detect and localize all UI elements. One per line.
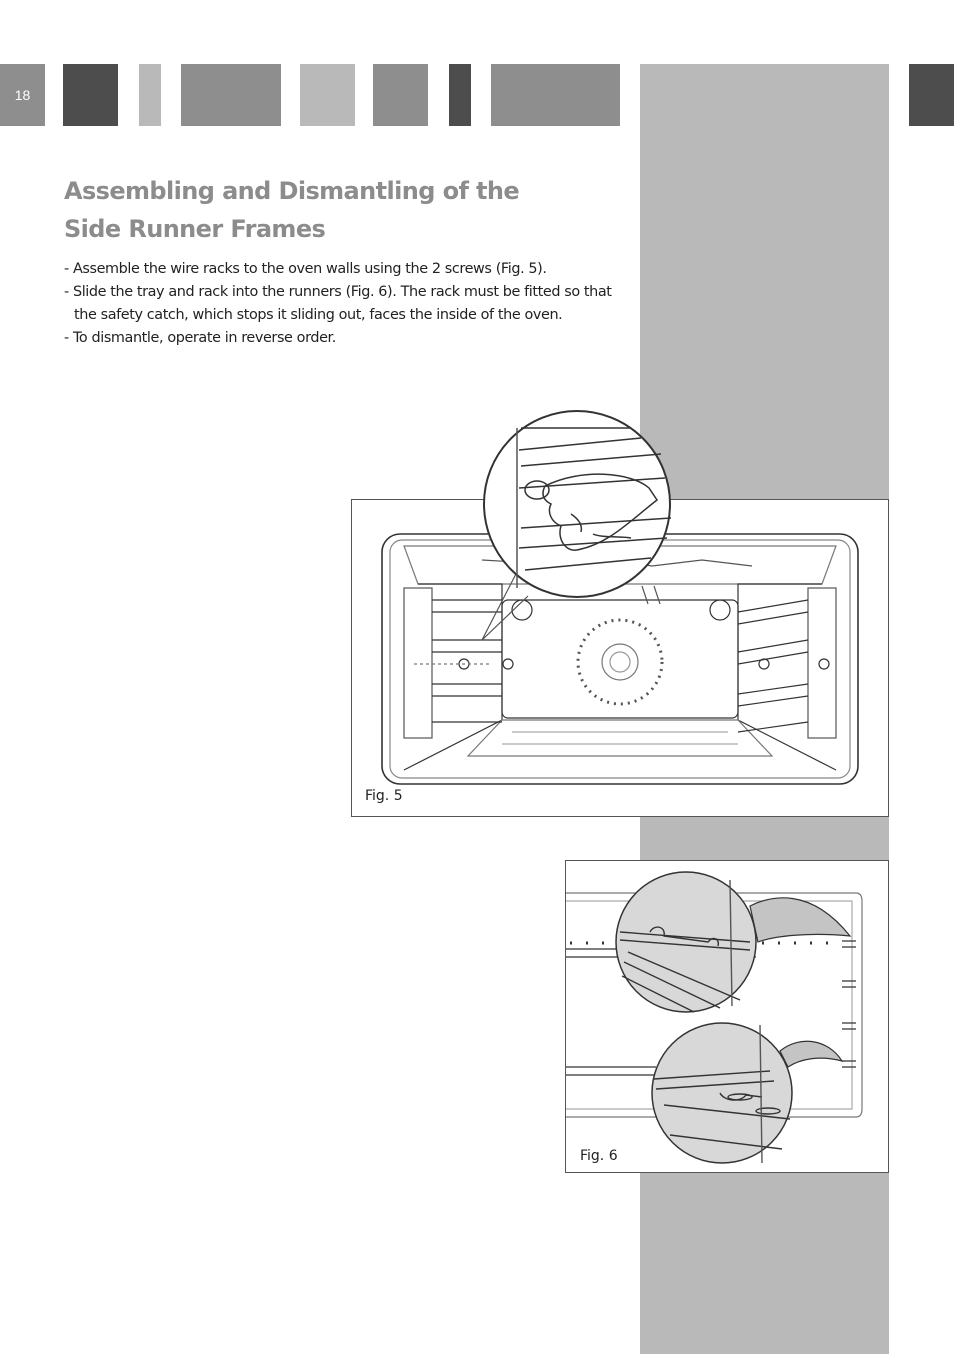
- instructions-list: [64, 258, 634, 350]
- figure-6-label: Fig. 6: [580, 1148, 618, 1164]
- title-line-2: Side Runner Frames: [64, 215, 326, 243]
- magnifier-detail-screw: [481, 408, 673, 600]
- header-block: [181, 64, 281, 126]
- figure-5-label: Fig. 5: [365, 788, 403, 804]
- header-block: [373, 64, 428, 126]
- magnifier-detail-bottom: [650, 1015, 850, 1167]
- instruction-item: - To dismantle, operate in reverse order.: [64, 330, 336, 346]
- header-block: [63, 64, 118, 126]
- title-line-1: Assembling and Dismantling of the: [64, 177, 520, 205]
- header-block: [449, 64, 471, 126]
- header-block: [909, 64, 954, 126]
- instruction-item: - Slide the tray and rack into the runners (Fig. 6). The rack must be fitted so that the safety catch, which stops it sliding out, faces the inside of the oven.: [64, 284, 612, 323]
- header-block: [139, 64, 161, 126]
- magnifier-detail-top: [610, 866, 860, 1016]
- page-number: 18: [0, 64, 45, 126]
- instruction-item: - Assemble the wire racks to the oven walls using the 2 screws (Fig. 5).: [64, 261, 547, 277]
- page-title: [64, 172, 584, 248]
- header-block: [491, 64, 620, 126]
- header-block: [300, 64, 355, 126]
